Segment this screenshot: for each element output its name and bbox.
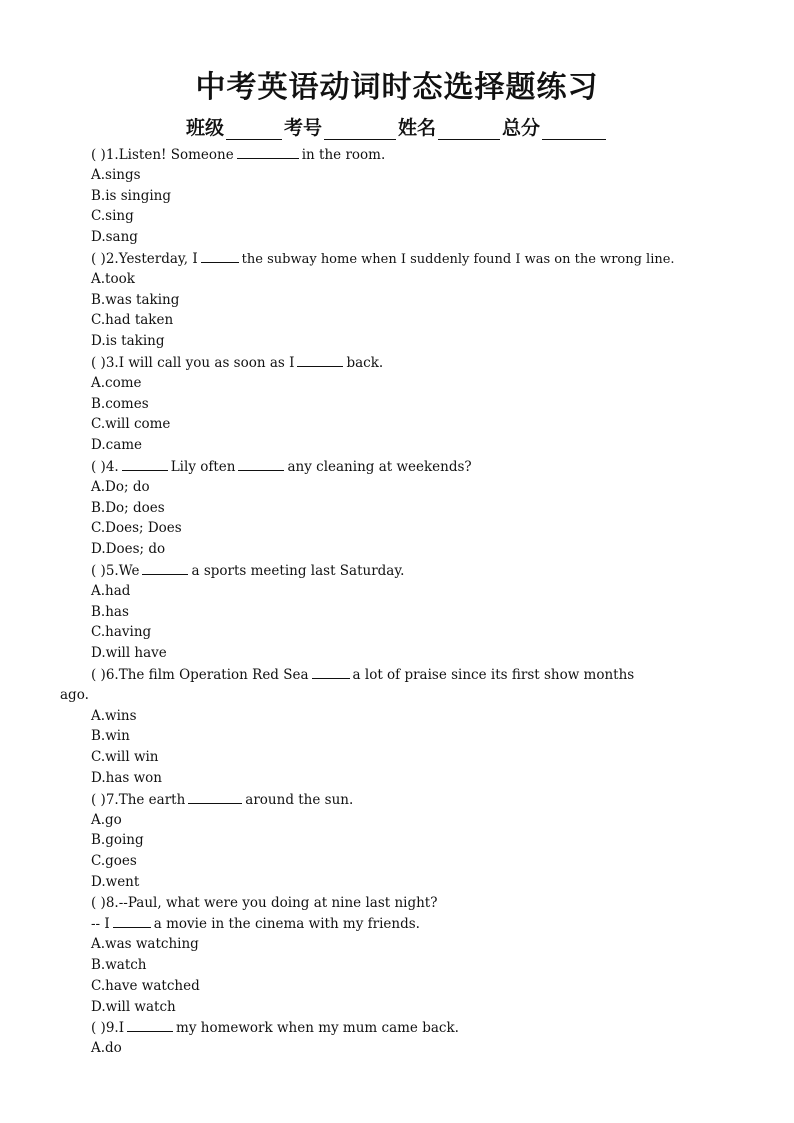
option: D.has won (91, 769, 162, 786)
option: C.Does; Does (91, 520, 182, 537)
option: B.was taking (91, 291, 180, 308)
question-stem: ( )5.We a sports meeting last Saturday. (91, 560, 741, 581)
option: D.will watch (91, 998, 176, 1015)
number-blank[interactable] (324, 120, 396, 140)
option: D.came (91, 437, 143, 454)
option: B.comes (91, 395, 149, 412)
option: A.took (91, 270, 135, 287)
question-stem-continued: ago. (60, 686, 89, 703)
class-label: 班级 (185, 117, 224, 139)
option: A.had (91, 582, 131, 599)
question-stem: ( )1.Listen! Someone in the room. (91, 144, 741, 165)
question-stem: ( )8.--Paul, what were you doing at nine last night? (91, 894, 438, 911)
option: D.sang (91, 229, 138, 246)
option: A.sings (91, 166, 141, 183)
number-label: 考号 (283, 117, 322, 139)
option: A.Do; do (91, 478, 150, 495)
option: A.was watching (91, 936, 199, 953)
class-blank[interactable] (226, 120, 282, 140)
option: B.watch (91, 957, 147, 974)
name-blank[interactable] (438, 120, 500, 140)
option: A.come (91, 374, 142, 391)
option: A.do (91, 1040, 122, 1057)
answer-blank[interactable] (238, 456, 284, 471)
option: B.going (91, 832, 144, 849)
answer-blank[interactable] (237, 144, 299, 159)
question-stem: ( )6.The film Operation Red Sea a lot of praise since its first show months (91, 664, 741, 685)
answer-blank[interactable] (113, 913, 151, 928)
answer-blank[interactable] (127, 1017, 173, 1032)
option: A.go (91, 811, 122, 828)
answer-blank[interactable] (201, 248, 239, 263)
question-stem-reply: -- I a movie in the cinema with my friends. (91, 913, 741, 934)
question-stem: ( )3.I will call you as soon as I back. (91, 352, 741, 373)
option: D.went (91, 873, 140, 890)
score-label: 总分 (502, 117, 541, 139)
option: B.win (91, 728, 130, 745)
answer-blank[interactable] (122, 456, 168, 471)
option: B.is singing (91, 187, 171, 204)
answer-blank[interactable] (142, 560, 188, 575)
score-blank[interactable] (542, 120, 606, 140)
page-title: 中考英语动词时态选择题练习 (195, 70, 599, 105)
question-stem: ( )7.The earth around the sun. (91, 789, 741, 810)
option: C.will win (91, 749, 159, 766)
option: C.having (91, 624, 152, 641)
question-stem: ( )9.I my homework when my mum came back. (91, 1017, 741, 1038)
option: A.wins (91, 707, 137, 724)
option: B.has (91, 603, 129, 620)
question-list (60, 144, 741, 1059)
answer-blank[interactable] (188, 789, 242, 804)
student-info-line (0, 113, 794, 140)
answer-blank[interactable] (312, 664, 350, 679)
option: D.Does; do (91, 541, 166, 558)
option: C.had taken (91, 312, 174, 329)
question-stem: ( )4. Lily often any cleaning at weekends? (91, 456, 741, 477)
option: D.is taking (91, 333, 165, 350)
question-stem: ( )2.Yesterday, I the subway home when I suddenly found I was on the wrong line. (91, 248, 741, 269)
name-label: 姓名 (398, 117, 437, 139)
option: B.Do; does (91, 499, 165, 516)
option: C.will come (91, 416, 171, 433)
answer-blank[interactable] (297, 352, 343, 367)
option: C.have watched (91, 977, 200, 994)
option: D.will have (91, 645, 167, 662)
option: C.goes (91, 853, 137, 870)
option: C.sing (91, 208, 134, 225)
